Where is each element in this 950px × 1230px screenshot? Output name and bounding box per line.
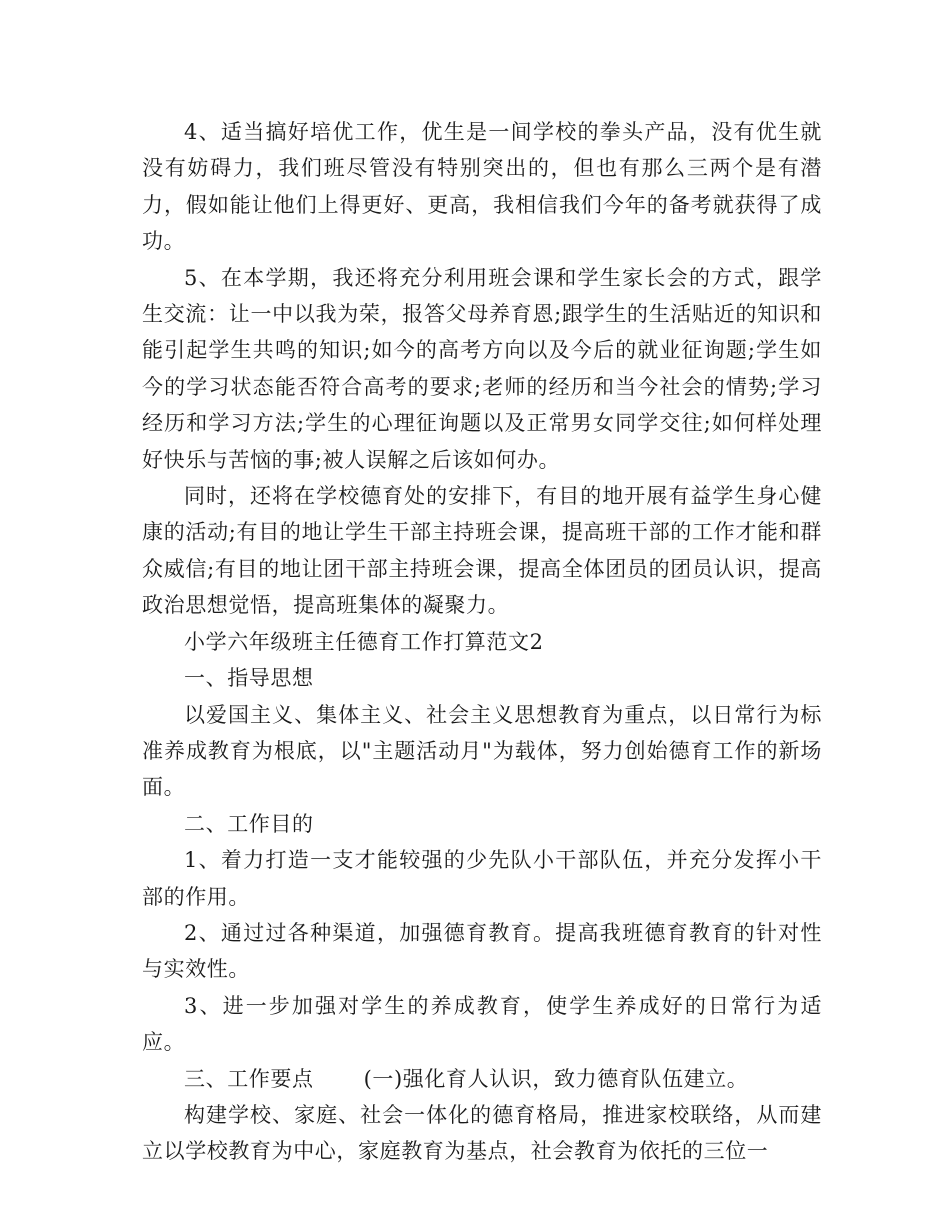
heading-work-goals: 二、工作目的: [184, 811, 314, 836]
document-body: [142, 114, 822, 1170]
paragraph-item-5: 5、在本学期，我还将充分利用班会课和学生家长会的方式，跟学生交流：让一中以我为荣，报答父母养育恩;跟学生的生活贴近的知识和能引起学生共鸣的知识;如今的高考方向以及今后的就业征询题;学生如今的学习状态能否符合高考的要求;老师的经历和当今社会的情势;学习经历和学习方法;学生的心理征询题以及正常男女同学交往;如何样处理好快乐与苦恼的事;被人误解之后该如何办。: [142, 265, 822, 472]
goal-item-2: 2、通过过各种渠道，加强德育教育。提高我班德育教育的针对性与实效性。: [142, 920, 822, 982]
heading-work-points: [142, 1061, 822, 1097]
paragraph-guiding-thought: 以爱国主义、集体主义、社会主义思想教育为重点，以日常行为标准养成教育为根底，以"主题活动月"为载体，努力创始德育工作的新场面。: [142, 702, 822, 800]
heading-guiding-thought: 一、指导思想: [184, 666, 314, 691]
heading-work-points-label: 三、工作要点: [184, 1066, 314, 1091]
section-title: 小学六年级班主任德育工作打算范文2: [184, 629, 544, 654]
paragraph-last: 构建学校、家庭、社会一体化的德育格局，推进家校联络，从而建立以学校教育为中心，家庭教育为基点，社会教育为依托的三位一: [142, 1102, 822, 1164]
paragraph-meanwhile: 同时，还将在学校德育处的安排下，有目的地开展有益学生身心健康的活动;有目的地让学生干部主持班会课，提高班干部的工作才能和群众威信;有目的地让团干部主持班会课，提高全体团员的团员认识，提高政治思想觉悟，提高班集体的凝聚力。: [142, 484, 822, 618]
goal-item-3: 3、进一步加强对学生的养成教育，使学生养成好的日常行为适应。: [142, 993, 822, 1055]
paragraph-item-4: 4、适当搞好培优工作，优生是一间学校的拳头产品，没有优生就没有妨碍力，我们班尽管没有特别突出的，但也有那么三两个是有潜力，假如能让他们上得更好、更高，我相信我们今年的备考就获得了成功。: [142, 120, 822, 254]
goal-item-1: 1、着力打造一支才能较强的少先队小干部队伍，并充分发挥小干部的作用。: [142, 848, 822, 909]
heading-work-points-sub: (一)强化育人认识，致力德育队伍建立。: [363, 1066, 749, 1091]
